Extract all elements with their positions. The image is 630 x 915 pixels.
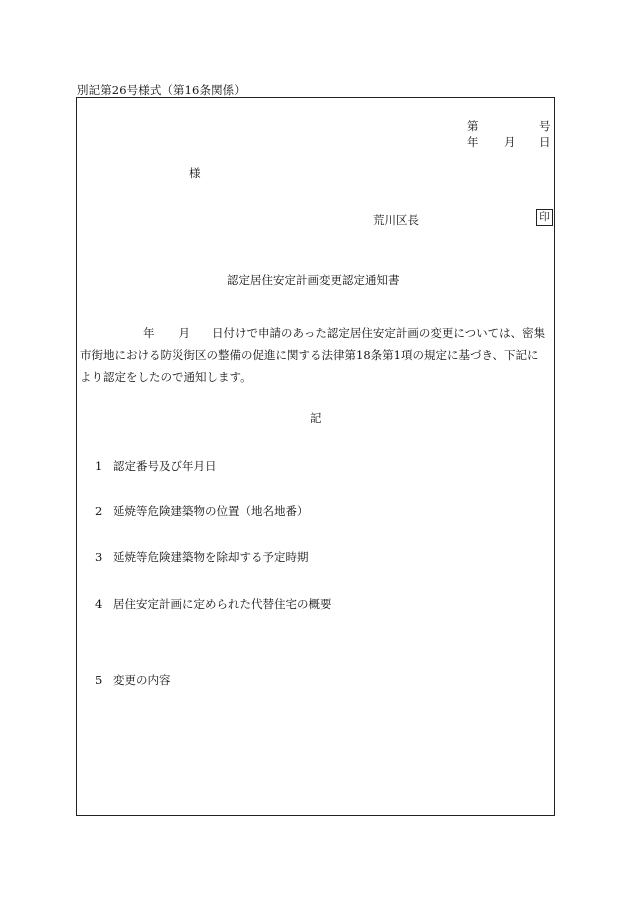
number-prefix: 第 xyxy=(467,119,479,133)
seal-stamp: 印 xyxy=(536,209,553,226)
body-line-3: より認定をしたので通知します。 xyxy=(80,370,252,384)
item-label: 変更の内容 xyxy=(113,673,171,687)
date-day: 日 xyxy=(539,135,551,149)
form-frame xyxy=(76,97,555,816)
body-year: 年 xyxy=(143,326,155,340)
item-number: 1 xyxy=(95,459,103,473)
list-item xyxy=(95,458,217,474)
list-item xyxy=(95,596,332,612)
item-number: 4 xyxy=(95,597,103,611)
body-line-2: 市街地における防災街区の整備の促進に関する法律第18条第1項の規定に基づき、下記に xyxy=(80,348,539,362)
item-label: 認定番号及び年月日 xyxy=(113,459,217,473)
item-label: 延焼等危険建築物の位置（地名地番） xyxy=(113,504,309,518)
addressee-suffix: 様 xyxy=(189,166,201,180)
list-item xyxy=(95,503,309,519)
body-line-1-text: 日付けで申請のあった認定居住安定計画の変更については、密集 xyxy=(212,326,546,340)
date-year: 年 xyxy=(467,135,479,149)
body-line-1 xyxy=(83,322,553,344)
item-number: 3 xyxy=(95,550,103,564)
item-number: 5 xyxy=(95,673,103,687)
issuer-title: 荒川区長 xyxy=(373,213,419,227)
list-item xyxy=(95,672,171,688)
document-title: 認定居住安定計画変更認定通知書 xyxy=(227,273,400,287)
item-label: 延焼等危険建築物を除却する予定時期 xyxy=(113,550,309,564)
body-text xyxy=(80,322,553,388)
list-item xyxy=(95,549,309,565)
form-label: 別記第26号様式（第16条関係） xyxy=(77,83,246,97)
ki-heading: 記 xyxy=(310,411,322,425)
item-number: 2 xyxy=(95,504,103,518)
body-month: 月 xyxy=(178,326,190,340)
item-label: 居住安定計画に定められた代替住宅の概要 xyxy=(113,597,332,611)
date-month: 月 xyxy=(504,135,516,149)
number-suffix: 号 xyxy=(539,119,551,133)
